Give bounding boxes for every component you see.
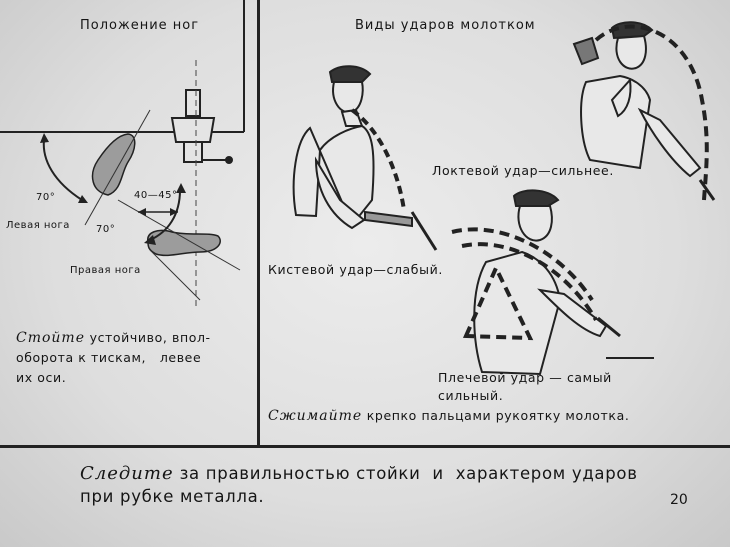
shoulder-blow-caption-line2: сильный. [438,388,504,403]
stance-instruction-line2: оборота к тискам, левее [16,350,202,365]
shoulder-blow-caption-line1: Плечевой удар — самый [438,370,612,385]
stance-instruction-line3: их оси. [16,370,67,385]
elbow-blow-worker-figure [574,22,700,176]
footer-line2: при рубке металла. [80,487,265,506]
angle-bottom-label: 70° [96,224,116,235]
footer-text1: за правильностью стойки и характером ударов [179,464,638,483]
angle-top-label: 70° [36,192,56,203]
hammer-blows-title: Виды ударов молотком [355,18,536,33]
left-foot-label: Левая нога [6,220,70,231]
stance-instruction-text1: устойчиво, впол- [89,330,211,345]
elbow-blow-caption: Локтевой удар—сильнее. [432,163,614,178]
feet-position-title: Положение ног [80,18,200,33]
wrist-blow-caption: Кистевой удар—слабый. [268,262,443,277]
grip-instruction [268,408,629,424]
right-foot-label: Правая нога [70,265,141,276]
footer-line1 [80,463,638,484]
grip-instruction-word: Сжимайте [268,408,363,424]
wrist-blow-worker-figure [294,66,412,228]
stance-instruction-word: Стойте [16,330,85,346]
angle-range-label: 40—45° [134,190,178,201]
footer-word: Следите [80,463,174,484]
page-number: 20 [670,492,688,508]
grip-instruction-text: крепко пальцами рукоятку молотка. [366,408,630,423]
shoulder-blow-worker-figure [474,190,620,374]
